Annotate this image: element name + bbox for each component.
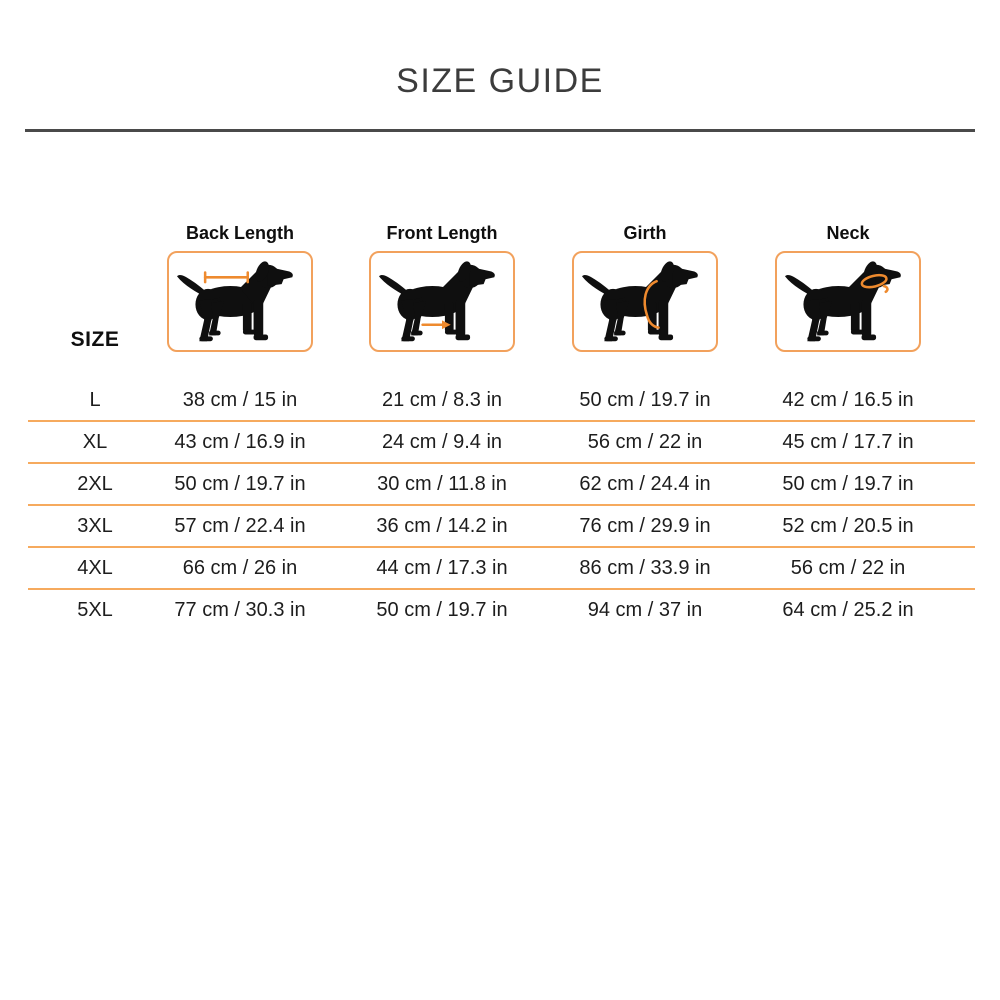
table-row-3xl	[28, 506, 975, 548]
title-divider	[25, 129, 975, 132]
cell-front-length: 21 cm / 8.3 in	[381, 389, 503, 411]
cell-back-length: 77 cm / 30.3 in	[174, 599, 306, 621]
measure-box-back-length	[167, 251, 313, 352]
table-row-5xl	[28, 590, 975, 630]
cell-girth: 76 cm / 29.9 in	[579, 515, 711, 537]
cell-girth: 50 cm / 19.7 in	[579, 389, 711, 411]
cell-back-length: 43 cm / 16.9 in	[174, 431, 306, 453]
cell-neck: 42 cm / 16.5 in	[782, 389, 914, 411]
measure-box-neck	[775, 251, 921, 352]
cell-neck: 50 cm / 19.7 in	[782, 473, 914, 495]
column-header-front-length: Front Length	[386, 223, 498, 243]
column-header-neck: Neck	[826, 223, 870, 243]
cell-size: L	[89, 389, 101, 411]
cell-front-length: 24 cm / 9.4 in	[381, 431, 503, 453]
size-column-label: SIZE	[70, 328, 120, 351]
dog-silhouette-icon	[379, 259, 495, 341]
cell-girth: 56 cm / 22 in	[587, 431, 703, 453]
dog-girth-measure-icon	[577, 256, 713, 348]
table-row-2xl	[28, 464, 975, 506]
cell-back-length: 50 cm / 19.7 in	[174, 473, 306, 495]
cell-back-length: 38 cm / 15 in	[182, 389, 298, 411]
cell-size: 2XL	[77, 473, 113, 495]
dog-back-length-measure-icon	[172, 256, 308, 348]
dog-front-length-measure-icon	[374, 256, 510, 348]
cell-back-length: 57 cm / 22.4 in	[174, 515, 306, 537]
cell-front-length: 50 cm / 19.7 in	[376, 599, 508, 621]
dog-neck-measure-icon	[780, 256, 916, 348]
column-header-back-length: Back Length	[185, 223, 295, 243]
back-length-measure-icon	[205, 272, 248, 282]
dog-silhouette-icon	[177, 259, 293, 341]
cell-neck: 45 cm / 17.7 in	[782, 431, 914, 453]
table-row-xl	[28, 422, 975, 464]
cell-neck: 52 cm / 20.5 in	[782, 515, 914, 537]
cell-size: XL	[82, 431, 108, 453]
size-table	[28, 380, 975, 630]
cell-girth: 94 cm / 37 in	[587, 599, 703, 621]
cell-girth: 62 cm / 24.4 in	[579, 473, 711, 495]
dog-silhouette-icon	[582, 259, 698, 341]
cell-back-length: 66 cm / 26 in	[182, 557, 298, 579]
cell-size: 4XL	[77, 557, 113, 579]
cell-size: 3XL	[77, 515, 113, 537]
table-row-l	[28, 380, 975, 422]
table-row-4xl	[28, 548, 975, 590]
measure-box-front-length	[369, 251, 515, 352]
cell-front-length: 36 cm / 14.2 in	[376, 515, 508, 537]
cell-girth: 86 cm / 33.9 in	[579, 557, 711, 579]
page-title: SIZE GUIDE	[396, 62, 604, 100]
cell-size: 5XL	[77, 599, 113, 621]
dog-silhouette-icon	[785, 259, 901, 341]
cell-front-length: 44 cm / 17.3 in	[376, 557, 508, 579]
cell-neck: 56 cm / 22 in	[790, 557, 906, 579]
cell-neck: 64 cm / 25.2 in	[782, 599, 914, 621]
measure-box-girth	[572, 251, 718, 352]
cell-front-length: 30 cm / 11.8 in	[377, 473, 507, 495]
column-header-girth: Girth	[623, 223, 667, 243]
